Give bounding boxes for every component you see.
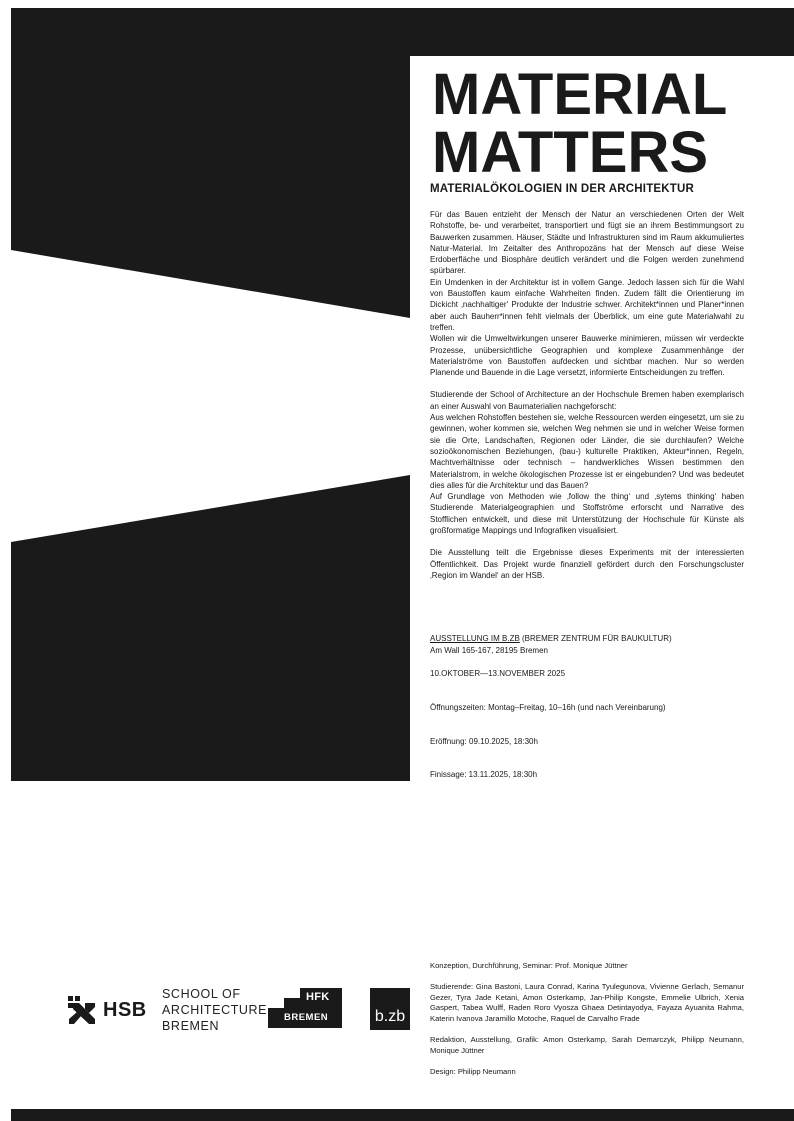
poster-subtitle: MATERIALÖKOLOGIEN IN DER ARCHITEKTUR bbox=[430, 183, 695, 195]
hsb-mark-icon bbox=[67, 995, 97, 1025]
school-logo-line: BREMEN bbox=[162, 1019, 220, 1033]
lower-diagonal-band bbox=[11, 475, 410, 781]
venue-full-name: (BREMER ZENTRUM FÜR BAUKULTUR) bbox=[519, 634, 672, 643]
hsb-logo bbox=[67, 995, 147, 1025]
credits bbox=[430, 961, 744, 1087]
credits-design: Design: Philipp Neumann bbox=[430, 1066, 516, 1076]
finissage-date: Finissage: 13.11.2025, 18:30h bbox=[430, 770, 538, 779]
school-logo-line: ARCHITECTURE bbox=[162, 1003, 268, 1017]
school-of-architecture-logo bbox=[162, 986, 267, 1034]
intro-paragraph: Ein Umdenken in der Architektur ist in vollem Gange. Jedoch lassen sich für die Wahl von Baustoffen kaum einfache Wahrheiten finden. Zudem fällt die Orientierung im Dickicht ‚nachhaltiger‘ Produkte der Industrie schwer. Architekt*innen und Planer*innen aber auch Bauherr*innen fehlt vielmals der Überblick, um eine gute Materialwahl zu treffen. bbox=[430, 277, 744, 332]
hfk-logo-text: HFK bbox=[306, 991, 330, 1003]
exhibition-dates: 10.OKTOBER—13.NOVEMBER 2025 bbox=[430, 669, 566, 678]
credits-concept: Konzeption, Durchführung, Seminar: Prof. Monique Jüttner bbox=[430, 961, 628, 970]
exhibition-venue bbox=[430, 633, 672, 644]
opening-hours: Öffnungszeiten: Montag–Freitag, 10–16h (und nach Vereinbarung) bbox=[430, 703, 666, 712]
opening-date: Eröffnung: 09.10.2025, 18:30h bbox=[430, 737, 538, 746]
intro-paragraph: Wollen wir die Umweltwirkungen unserer Bauwerke minimieren, müssen wir verdeckte Prozesse, unübersichtliche Geographien und komplexe Zusammenhänge der Materialströme von Baustoffen aufdecken und sichtbar machen. Nur so werden Planende und Bauende in die Lage versetzt, informierte Entscheidungen zu treffen. bbox=[430, 334, 744, 378]
credits-students: Studierende: Gina Bastoni, Laura Conrad, Karina Tyulegunova, Vivienne Gerlach, Semanur Gezer, Tyra Jade Ketani, Amon Osterkamp, Jan-Philip Kongste, Emmelie Ulbrich, Xenia Gaspert, Tabea Wulff, Raden Roro Vyosza Ghaea Detintayodya, Fayaza Ayuanita Rahma, Katerin Ivanova Jaramillo Motoche, Raquel de Carvalho Frade bbox=[430, 981, 744, 1024]
title-line-1: MATERIAL bbox=[432, 62, 728, 127]
bzb-logo-text: b.zb bbox=[374, 1008, 406, 1025]
school-logo-line: SCHOOL OF bbox=[162, 987, 241, 1001]
credits-editorial: Redaktion, Ausstellung, Grafik: Amon Osterkamp, Sarah Demarczyk, Philipp Neumann, Monique Jüttner bbox=[430, 1034, 744, 1055]
intro-text bbox=[430, 209, 744, 581]
hfk-bremen-logo bbox=[268, 988, 342, 1028]
hfk-logo-subtext: BREMEN bbox=[284, 1012, 329, 1023]
venue-label: AUSSTELLUNG IM B.ZB bbox=[430, 634, 520, 643]
intro-paragraph: Studierende der School of Architecture an der Hochschule Bremen haben exemplarisch an einer Auswahl von Baumaterialien nachgeforscht: bbox=[430, 390, 744, 411]
hsb-logo-text: HSB bbox=[103, 998, 147, 1021]
exhibition-address: Am Wall 165-167, 28195 Bremen bbox=[430, 646, 548, 655]
intro-paragraph: Aus welchen Rohstoffen bestehen sie, welche Ressourcen werden eingesetzt, um sie zu gewinnen, woher kommen sie, welchen Weg nehmen sie und in welcher Weise formen sie die Orte, Landschaften, Regionen oder Länder, die sie durchlaufen? Welche sozioökonomischen Beziehungen, (bau-) kulturelle Praktiken, Akteur*innen, Regeln, Machtverhältnisse oder technisch – handwerkliches Wissen bestimmen den Materialstrom, in welche ökologischen Prozesse ist er eingebunden? Und was bedeutet dies alles für die Architektur und das Bauen? bbox=[430, 413, 744, 490]
intro-paragraph: Auf Grundlage von Methoden wie ‚follow the thing‘ und ‚sytems thinking‘ haben Studierende Materialgeographien und Stoffströme erforscht und Narrative des Stofflichen entwickelt, und diese mit Unterstützung der Hochschule für Künste als großformatige Mappings und Infografiken visualisiert. bbox=[430, 492, 744, 536]
intro-paragraph: Für das Bauen entzieht der Mensch der Natur an verschiedenen Orten der Welt Rohstoffe, be- und verarbeitet, transportiert und fügt sie an ihrem Bestimmungsort zu Bauwerken zusammen. Häuser, Städte und Infrastrukturen sind im Raum akkumuliertes Natur-Material. Im Zeitalter des Anthropozäns hat der Mensch auf diese Weise Erdoberfläche und Biosphäre deutlich verändert und die Folgen werden zunehmend spürbarer. bbox=[430, 210, 744, 276]
upper-diagonal-band bbox=[11, 8, 410, 318]
bottom-black-band bbox=[11, 1109, 794, 1121]
bzb-logo bbox=[370, 988, 410, 1030]
intro-paragraph: Die Ausstellung teilt die Ergebnisse dieses Experiments mit der interessierten Öffentlichkeit. Das Projekt wurde finanziell gefördert durch den Forschungscluster ‚Region im Wandel‘ an der HSB. bbox=[430, 548, 744, 580]
poster-title bbox=[432, 62, 728, 185]
title-line-2: MATTERS bbox=[432, 120, 709, 185]
